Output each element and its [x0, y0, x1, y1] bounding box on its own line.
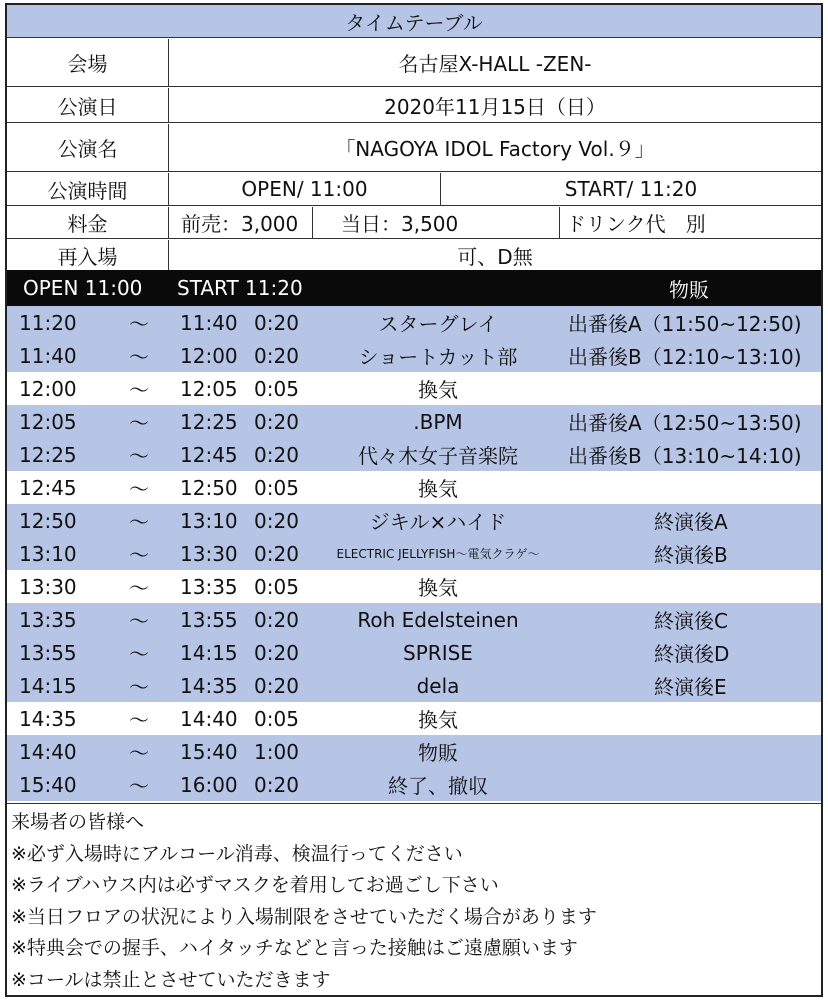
schedule-row — [7, 471, 821, 504]
duration: 0:05 — [254, 475, 299, 500]
range-separator: ～ — [129, 510, 149, 534]
merch-slot: 終演後D — [654, 642, 730, 666]
merch-slot: 出番後B（12:10~13:10) — [568, 345, 802, 369]
header-merch: 物販 — [669, 277, 709, 302]
performer-name: .BPM — [413, 409, 463, 434]
notes-section — [7, 803, 821, 996]
duration: 0:20 — [254, 607, 299, 632]
range-separator: ～ — [129, 642, 149, 666]
range-separator: ～ — [129, 477, 149, 501]
end-time: 12:05 — [180, 376, 238, 401]
duration: 0:05 — [254, 376, 299, 401]
performer-name: 換気 — [418, 378, 458, 402]
schedule-row — [7, 339, 821, 372]
schedule-row — [7, 702, 821, 735]
price-label: 料金 — [7, 207, 169, 238]
performer-name: 終了、撤収 — [388, 774, 488, 798]
header-start: START 11:20 — [177, 276, 303, 300]
note-line: ※ライブハウス内は必ずマスクを着用してお過ごし下さい — [11, 874, 499, 896]
schedule-row — [7, 636, 821, 669]
end-time: 14:15 — [180, 640, 238, 665]
reentry-value: 可、D無 — [457, 244, 533, 269]
duration: 0:20 — [254, 541, 299, 566]
schedule-row — [7, 504, 821, 537]
venue-row — [7, 39, 821, 87]
performer-name: dela — [416, 673, 460, 698]
schedule-row — [7, 438, 821, 471]
range-separator: ～ — [129, 543, 149, 567]
end-time: 13:55 — [180, 607, 238, 632]
end-time: 12:45 — [180, 442, 238, 467]
schedule-row — [7, 669, 821, 702]
schedule-row — [7, 603, 821, 636]
schedule-header — [7, 270, 821, 306]
merch-slot — [564, 768, 821, 801]
merch-slot: 出番後A（11:50~12:50) — [568, 312, 802, 336]
schedule-row — [7, 405, 821, 438]
performer-name: 換気 — [418, 576, 458, 600]
start-time: 11:20 — [19, 310, 77, 335]
end-time: 13:35 — [180, 574, 238, 599]
range-separator: ～ — [129, 312, 149, 336]
performer-name: 換気 — [418, 477, 458, 501]
start-time: 11:40 — [19, 343, 77, 368]
duration: 0:20 — [254, 772, 299, 797]
timetable-sheet — [5, 3, 823, 997]
start-time: 12:45 — [19, 475, 77, 500]
range-separator: ～ — [129, 345, 149, 369]
performer-name: ジキル×ハイド — [369, 510, 507, 534]
duration: 0:20 — [254, 673, 299, 698]
schedule-row — [7, 537, 821, 570]
venue-value: 名古屋X-HALL -ZEN- — [398, 52, 592, 76]
merch-slot: 終演後E — [654, 675, 727, 699]
performer-name: Roh Edelsteinen — [357, 607, 519, 632]
schedule-row — [7, 306, 821, 339]
schedule-row — [7, 372, 821, 405]
show-row — [7, 124, 821, 172]
start-time: 14:35 — [19, 706, 77, 731]
reentry-row — [7, 240, 821, 270]
end-time: 12:00 — [180, 343, 238, 368]
end-time: 12:25 — [180, 409, 238, 434]
end-time: 13:10 — [180, 508, 238, 533]
price-row — [7, 207, 821, 239]
schedule-row — [7, 570, 821, 603]
page-title: タイムテーブル — [345, 10, 483, 35]
performer-name: 換気 — [418, 708, 458, 732]
time-label: 公演時間 — [7, 173, 169, 205]
merch-slot — [564, 471, 821, 504]
merch-slot: 終演後B — [654, 543, 728, 567]
performer-name: ELECTRIC JELLYFISH～電気クラゲ～ — [336, 547, 540, 561]
range-separator: ～ — [129, 378, 149, 402]
schedule-row — [7, 768, 821, 801]
performer-name: ショートカット部 — [358, 345, 518, 369]
time-row — [7, 173, 821, 206]
start-time: 13:35 — [19, 607, 77, 632]
merch-slot: 出番後A（12:50~13:50) — [568, 411, 802, 435]
end-time: 13:30 — [180, 541, 238, 566]
note-line: ※当日フロアの状況により入場制限をさせていただく場合があります — [11, 905, 597, 928]
start-time: 13:55 — [19, 640, 77, 665]
range-separator: ～ — [129, 774, 149, 798]
start-time: START/ 11:20 — [564, 177, 698, 201]
drink-fee: ドリンク代 別 — [566, 212, 706, 236]
duration: 0:20 — [254, 409, 299, 434]
start-time: 12:00 — [19, 376, 77, 401]
duration: 0:05 — [254, 706, 299, 731]
merch-slot — [564, 702, 821, 735]
start-time: 13:30 — [19, 574, 77, 599]
reentry-label: 再入場 — [7, 240, 169, 270]
merch-slot — [564, 372, 821, 405]
duration: 0:05 — [254, 574, 299, 599]
duration: 0:20 — [254, 640, 299, 665]
merch-slot: 終演後A — [654, 510, 728, 534]
duration: 0:20 — [254, 343, 299, 368]
duration: 0:20 — [254, 310, 299, 335]
range-separator: ～ — [129, 576, 149, 600]
start-time: 13:10 — [19, 541, 77, 566]
performer-name: スターグレイ — [378, 312, 498, 336]
start-time: 14:40 — [19, 739, 77, 764]
date-label: 公演日 — [7, 88, 169, 122]
open-time: OPEN/ 11:00 — [169, 173, 441, 205]
note-line: ※コールは禁止とさせていただきます — [11, 968, 331, 991]
show-label: 公演名 — [7, 124, 169, 171]
duration: 1:00 — [254, 739, 299, 764]
end-time: 14:35 — [180, 673, 238, 698]
date-value: 2020年11月15日（日） — [384, 94, 606, 119]
range-separator: ～ — [129, 609, 149, 633]
duration: 0:20 — [254, 508, 299, 533]
advance-price: 前売：3,000 — [169, 207, 313, 238]
header-open: OPEN 11:00 — [23, 276, 143, 300]
door-price: 当日：3,500 — [313, 207, 560, 238]
merch-slot — [564, 570, 821, 603]
start-time: 15:40 — [19, 772, 77, 797]
range-separator: ～ — [129, 411, 149, 435]
merch-slot: 出番後B（13:10~14:10) — [568, 444, 802, 468]
end-time: 12:50 — [180, 475, 238, 500]
note-line: ※特典会での握手、ハイタッチなどと言った接触はご遠慮願います — [11, 937, 578, 959]
end-time: 16:00 — [180, 772, 238, 797]
show-value: 「NAGOYA IDOL Factory Vol.９」 — [335, 137, 655, 161]
schedule-row — [7, 735, 821, 768]
merch-slot: 終演後C — [654, 609, 728, 633]
end-time: 14:40 — [180, 706, 238, 731]
merch-slot — [564, 735, 821, 768]
start-time: 14:15 — [19, 673, 77, 698]
start-time: 12:25 — [19, 442, 77, 467]
date-row — [7, 88, 821, 123]
start-time: 12:05 — [19, 409, 77, 434]
range-separator: ～ — [129, 741, 149, 765]
notes-heading: 来場者の皆様へ — [11, 811, 145, 833]
start-time: 12:50 — [19, 508, 77, 533]
range-separator: ～ — [129, 675, 149, 699]
range-separator: ～ — [129, 708, 149, 732]
duration: 0:20 — [254, 442, 299, 467]
note-line: ※必ず入場時にアルコール消毒、検温行ってください — [11, 842, 463, 865]
performer-name: 代々木女子音楽院 — [358, 444, 518, 468]
performer-name: SPRISE — [403, 640, 473, 665]
title-row — [7, 5, 821, 38]
range-separator: ～ — [129, 444, 149, 468]
end-time: 11:40 — [180, 310, 238, 335]
end-time: 15:40 — [180, 739, 238, 764]
performer-name: 物販 — [418, 741, 458, 765]
venue-label: 会場 — [7, 39, 169, 86]
